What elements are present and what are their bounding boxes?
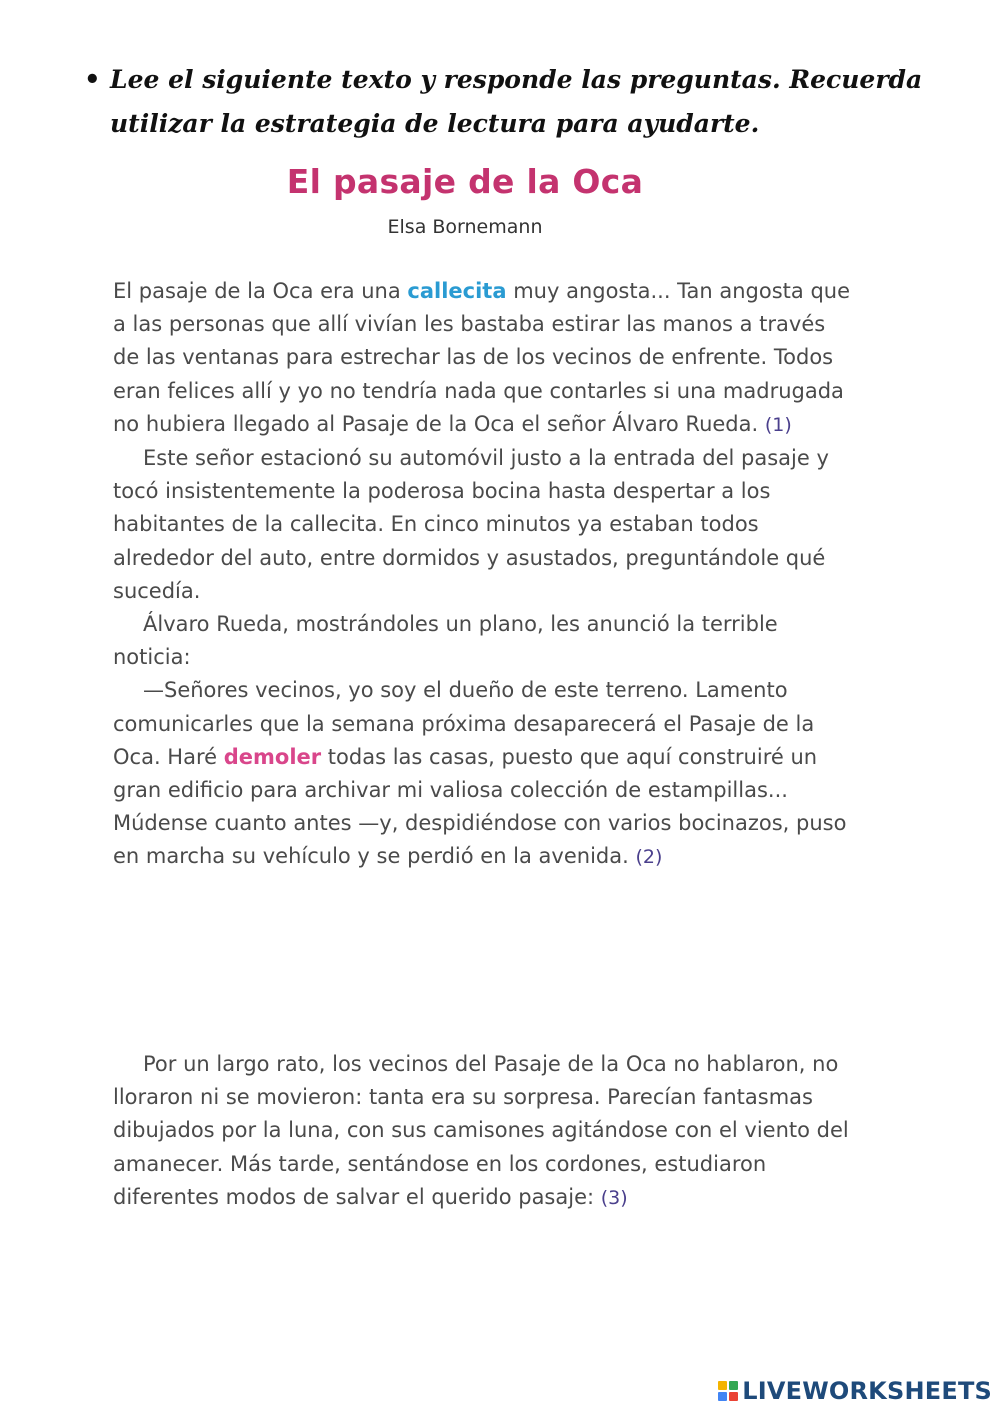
- paragraph-3: Álvaro Rueda, mostrándoles un plano, les anunció la terrible noticia:: [113, 612, 778, 670]
- liveworksheets-logo[interactable]: [718, 1374, 992, 1408]
- paragraph-1-end: muy angosta... Tan angosta que a las personas que allí vivían les bastaba estirar las manos a través de las ventanas para estrechar las de los vecinos de enfrente. Todos eran felices allí y yo no tendría nada que contarles si una madrugada no hubiera llegado al Pasaje de la Oca el señor Álvaro Rueda.: [113, 279, 851, 436]
- logo-grid-icon: [718, 1381, 738, 1401]
- keyword-callecita: callecita: [407, 279, 507, 303]
- instruction: [84, 58, 944, 146]
- logo-text: LIVEWORKSHEETS: [742, 1377, 992, 1405]
- story-author: Elsa Bornemann: [387, 216, 543, 238]
- story-body: [113, 275, 853, 875]
- paragraph-4-end: todas las casas, puesto que aquí construiré un gran edificio para archivar mi valiosa colección de estampillas... Múdense cuanto antes —y, despidiéndose con varios bocinazos, puso en marcha su vehículo y se perdió en la avenida.: [113, 744, 847, 869]
- reference-2: (2): [635, 846, 663, 869]
- paragraph-5-text: Por un largo rato, los vecinos del Pasaje de la Oca no hablaron, no lloraron ni se movieron: tanta era su sorpresa. Parecían fantasmas dibujados por la luna, con sus camisones agitándose con el viento del amanecer. Más tarde, sentándose en los cordones, estudiaron diferentes modos de salvar el querido pasaje:: [113, 1052, 849, 1209]
- paragraph-4: [113, 674, 853, 874]
- instruction-text: Lee el siguiente texto y responde las preguntas. Recuerda utilizar la estrategia de lectura para ayudarte.: [110, 65, 923, 138]
- paragraph-5: [113, 1048, 853, 1215]
- reference-3: (3): [600, 1186, 628, 1209]
- paragraph-1-start: El pasaje de la Oca era una: [113, 279, 408, 303]
- keyword-demoler: demoler: [223, 744, 322, 769]
- story-body-continued: [113, 1048, 853, 1215]
- paragraph-1: [113, 275, 853, 442]
- paragraph-4-start: —Señores vecinos, yo soy el dueño de este terreno. Lamento comunicarles que la semana próxima desaparecerá el Pasaje de la Oca. Haré: [113, 678, 815, 769]
- paragraph-2: Este señor estacionó su automóvil justo a la entrada del pasaje y tocó insistentemente la poderosa bocina hasta despertar a los habitantes de la callecita. En cinco minutos ya estaban todos alrededor del auto, entre dormidos y asustados, preguntándole qué sucedía.: [113, 446, 829, 603]
- bullet-icon: •: [84, 65, 101, 95]
- reference-1: (1): [764, 413, 792, 436]
- story-title: El pasaje de la Oca: [286, 162, 644, 201]
